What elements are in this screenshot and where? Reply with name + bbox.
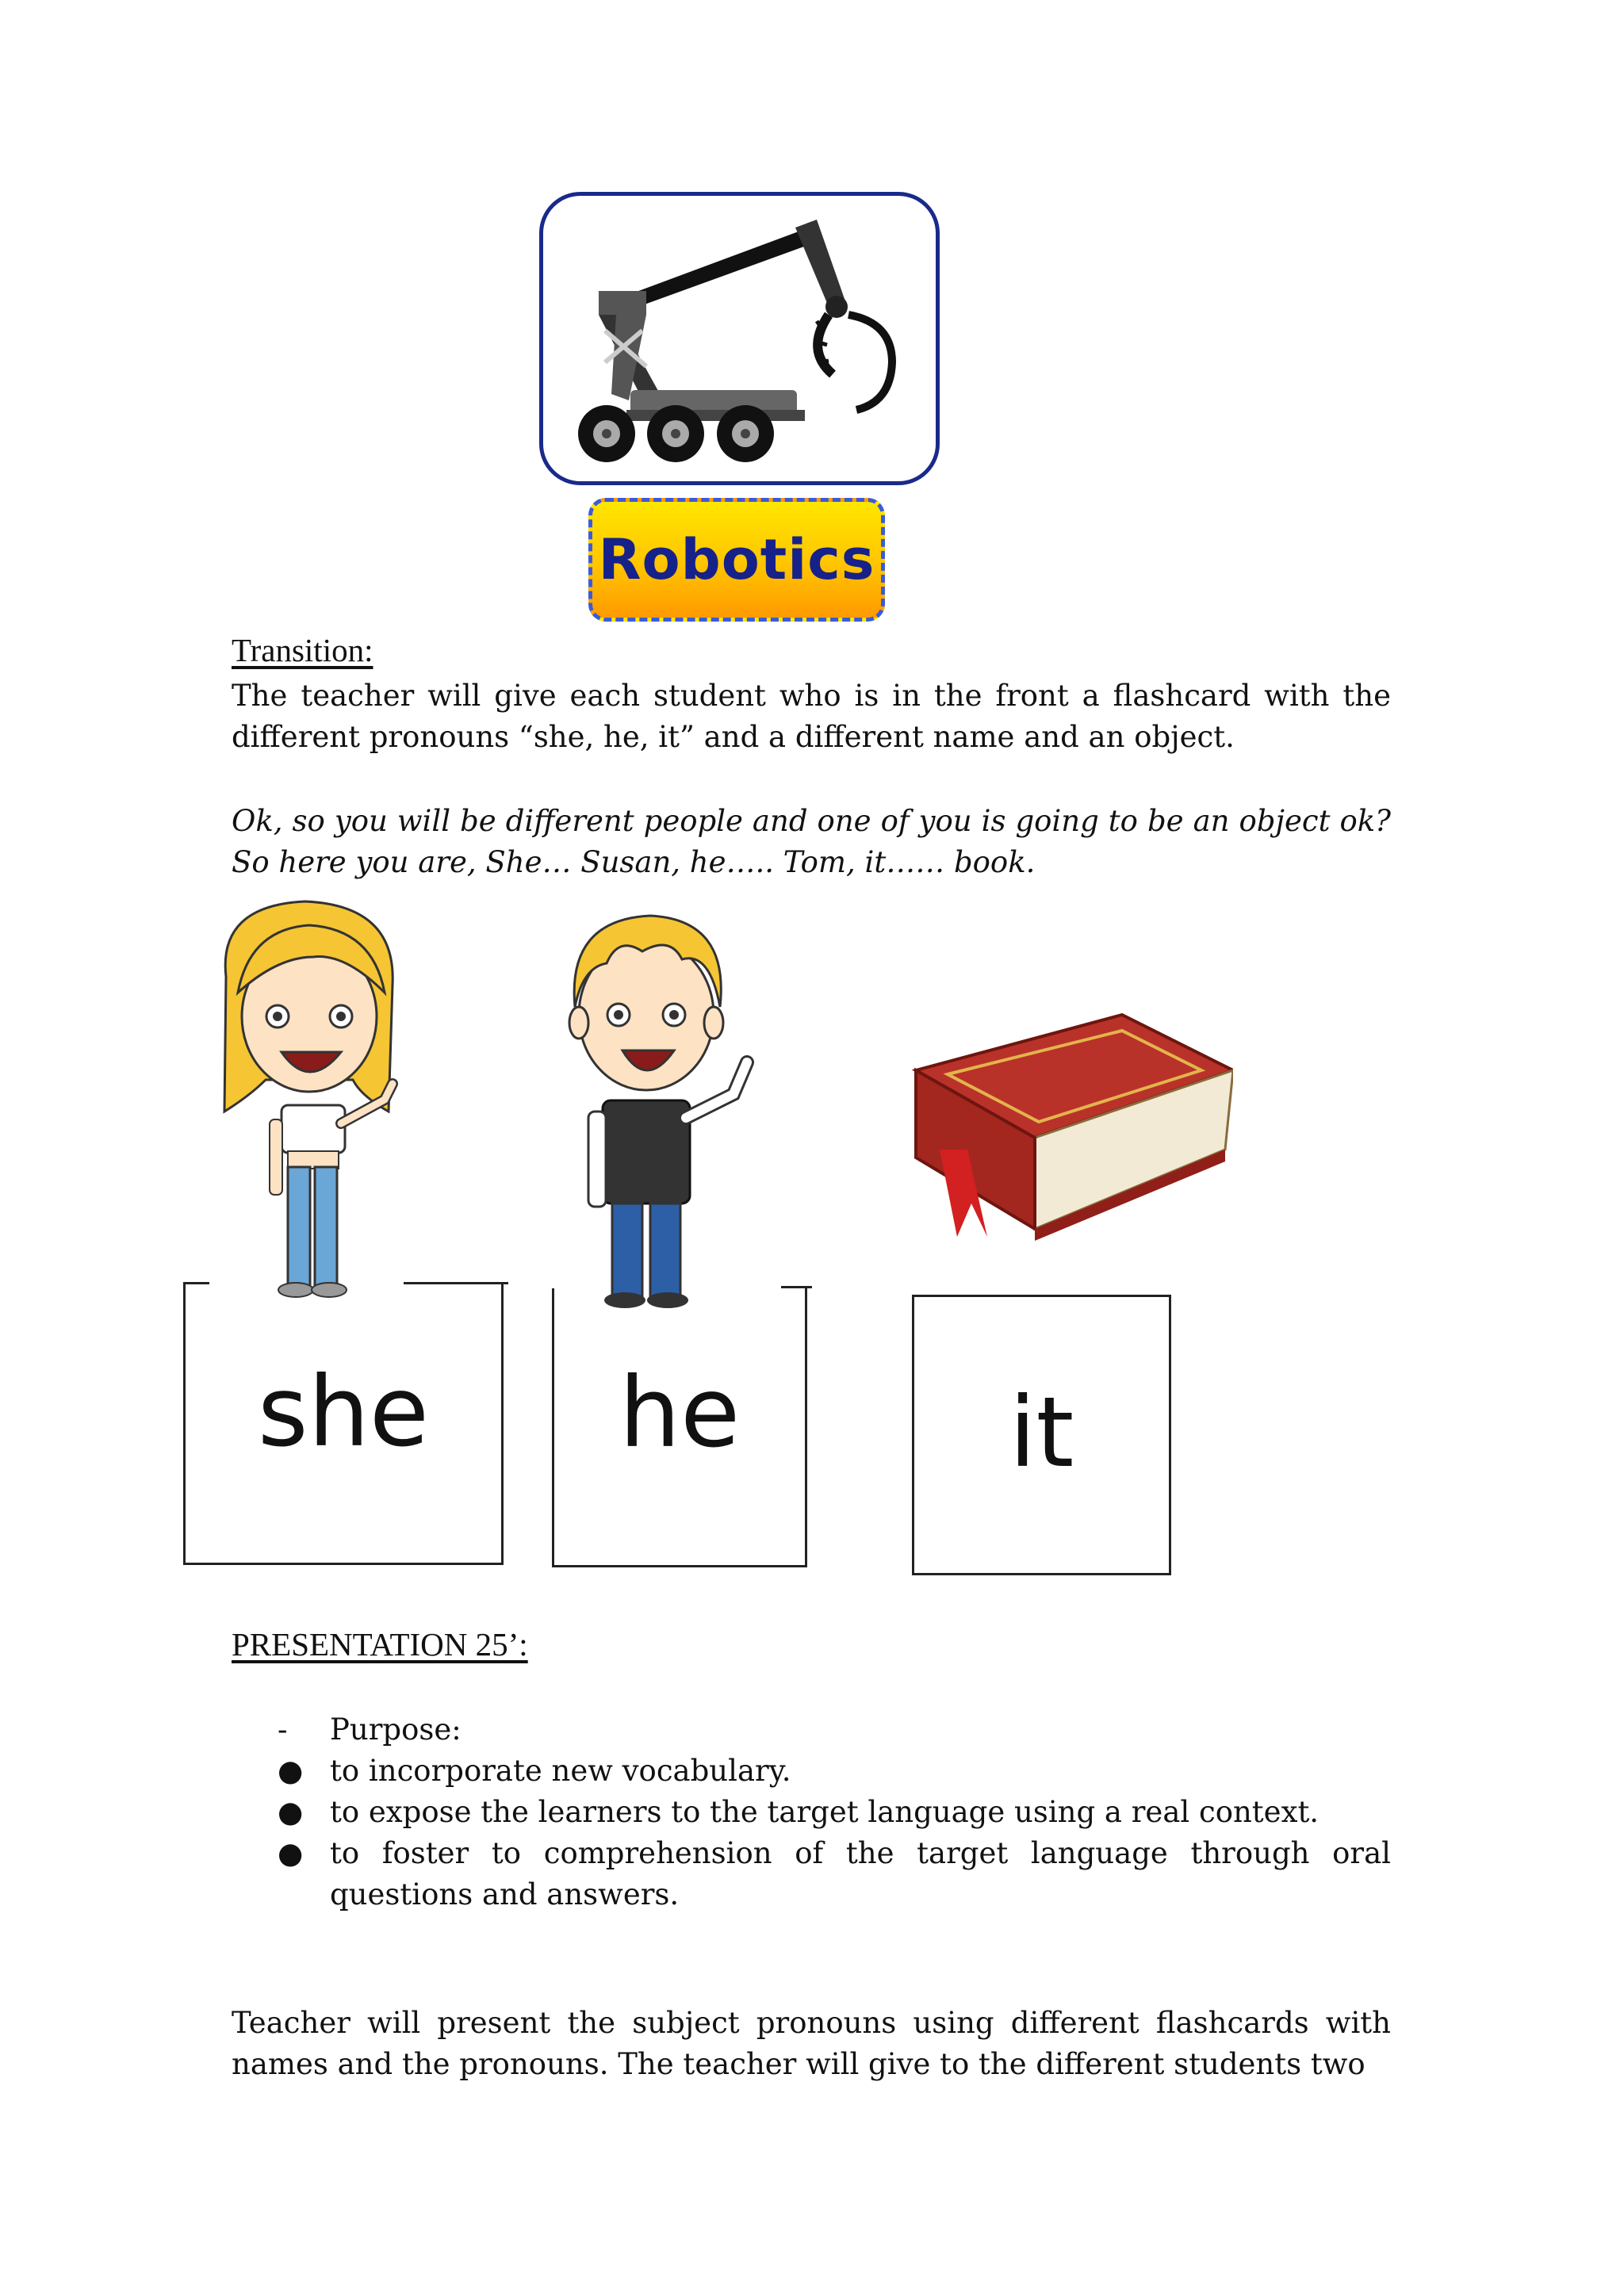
list-item	[232, 1792, 1391, 1833]
bullet-icon: ●	[278, 1836, 304, 1870]
flashcard-word: he	[619, 1357, 741, 1469]
bullet-text: to expose the learners to the target language using a real context.	[330, 1795, 1320, 1829]
bullet-text: to foster to comprehension of the target language through oral questions and answers.	[330, 1836, 1391, 1911]
bullet-text: to incorporate new vocabulary.	[330, 1754, 791, 1788]
girl-icon	[202, 897, 416, 1310]
flashcard-word: she	[258, 1356, 429, 1468]
robotics-badge	[588, 498, 885, 622]
robot-arm-icon	[543, 196, 936, 481]
purpose-list	[232, 1709, 1391, 1915]
list-item	[232, 1751, 1391, 1792]
teacher-dialogue: Ok, so you will be different people and one of you is going to be an object ok? So here you are, She… Susan, he….. Tom, it…… book.	[232, 804, 1391, 879]
flashcard-it	[912, 1295, 1171, 1575]
dash-marker: -	[278, 1712, 288, 1747]
book-icon	[884, 999, 1233, 1269]
purpose-label: Purpose:	[330, 1712, 462, 1747]
transition-heading: Transition:	[232, 632, 373, 668]
list-item	[232, 1833, 1391, 1915]
flashcard-word: it	[1009, 1376, 1074, 1489]
list-item	[232, 1709, 1391, 1751]
robotics-label: Robotics	[598, 527, 875, 592]
boy-icon	[539, 904, 785, 1316]
flashcard-she	[183, 1284, 504, 1565]
transition-paragraph: The teacher will give each student who is in the front a flashcard with the different pronouns “she, he, it” and a different name and an object.	[232, 679, 1391, 754]
closing-paragraph: Teacher will present the subject pronouns using different flashcards with names and the pronouns. The teacher will give to the different students two	[232, 2006, 1391, 2081]
bullet-icon: ●	[278, 1795, 304, 1829]
bullet-icon: ●	[278, 1754, 304, 1788]
presentation-heading: PRESENTATION 25’:	[232, 1626, 528, 1663]
robot-logo-frame	[539, 192, 940, 485]
flashcard-he	[552, 1288, 807, 1567]
